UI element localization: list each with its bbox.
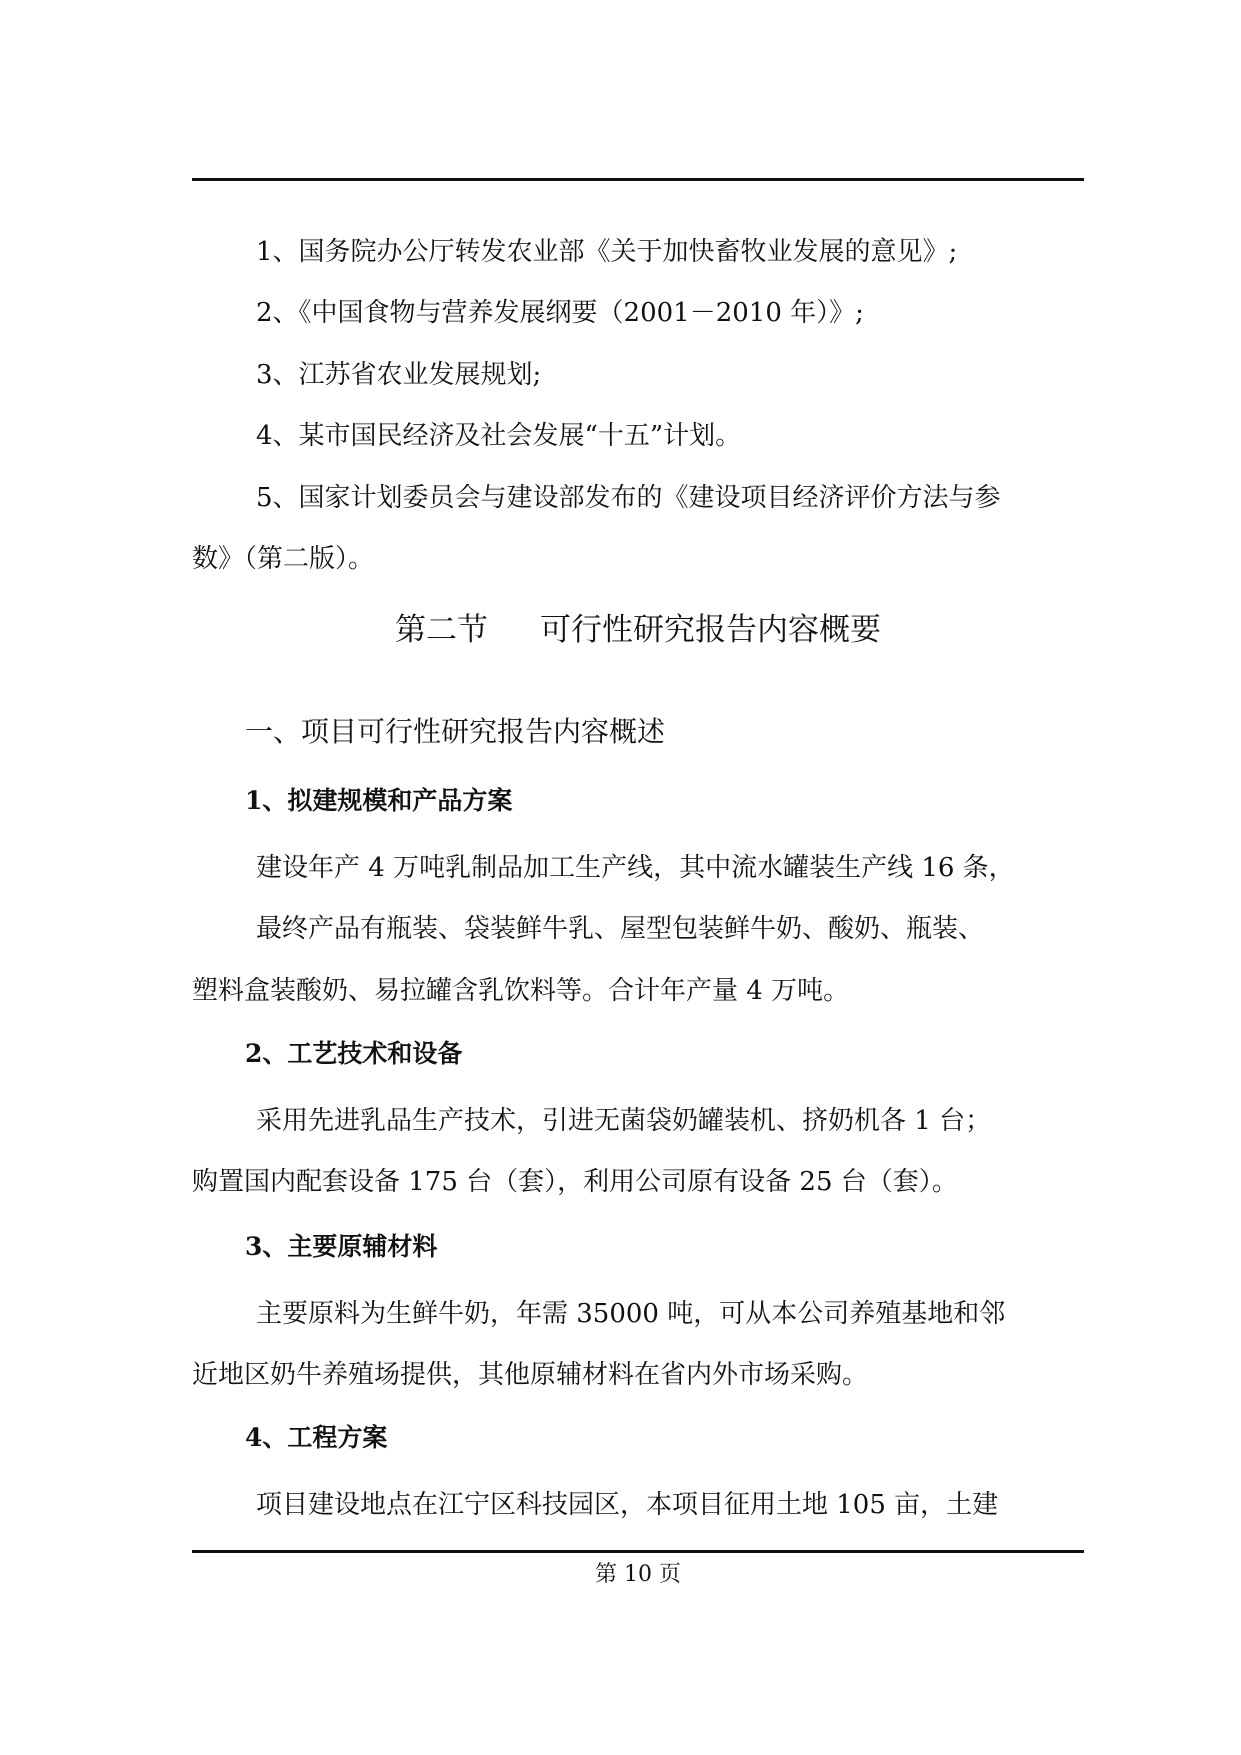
reference-5-continued: 数》（第二版）。 (192, 544, 375, 574)
reference-4: 4、某市国民经济及社会发展“十五”计划。 (256, 421, 742, 451)
item-2-heading: 2、工艺技术和设备 (245, 1039, 463, 1068)
item-1-heading: 1、拟建规模和产品方案 (245, 786, 513, 815)
reference-1: 1、国务院办公厅转发农业部《关于加快畜牧业发展的意见》; (256, 237, 958, 267)
item-1-line-2: 最终产品有瓶装、袋装鲜牛乳、屋型包装鲜牛奶、酸奶、瓶装、 (256, 914, 985, 944)
item-4-line-1: 项目建设地点在江宁区科技园区，本项目征用土地 105 亩，土建 (256, 1490, 999, 1520)
footer-rule (192, 1550, 1084, 1553)
page-number: 第 10 页 (595, 1562, 681, 1587)
section-number: 第二节 (395, 612, 488, 648)
item-1-line-3: 塑料盒装酸奶、易拉罐含乳饮料等。合计年产量 4 万吨。 (192, 976, 850, 1006)
reference-3: 3、江苏省农业发展规划; (256, 360, 542, 390)
item-3-heading: 3、主要原辅材料 (245, 1232, 438, 1261)
reference-2: 2、《中国食物与营养发展纲要（2001－2010 年）》; (256, 298, 864, 328)
section-heading (192, 608, 1084, 652)
item-4-heading: 4、工程方案 (245, 1423, 388, 1452)
subsection-title: 一、项目可行性研究报告内容概述 (245, 715, 666, 748)
item-2-line-1: 采用先进乳品生产技术，引进无菌袋奶罐装机、挤奶机各 1 台； (256, 1106, 992, 1136)
section-title: 可行性研究报告内容概要 (540, 612, 881, 648)
item-3-line-1: 主要原料为生鲜牛奶，年需 35000 吨，可从本公司养殖基地和邻 (256, 1299, 1006, 1329)
item-3-line-2: 近地区奶牛养殖场提供，其他原辅材料在省内外市场采购。 (192, 1360, 869, 1390)
item-2-line-2: 购置国内配套设备 175 台（套），利用公司原有设备 25 台（套）。 (192, 1167, 958, 1197)
reference-5: 5、国家计划委员会与建设部发布的《建设项目经济评价方法与参 (256, 483, 1001, 513)
header-rule (192, 178, 1084, 181)
item-1-line-1: 建设年产 4 万吨乳制品加工生产线，其中流水罐装生产线 16 条， (256, 853, 1015, 883)
